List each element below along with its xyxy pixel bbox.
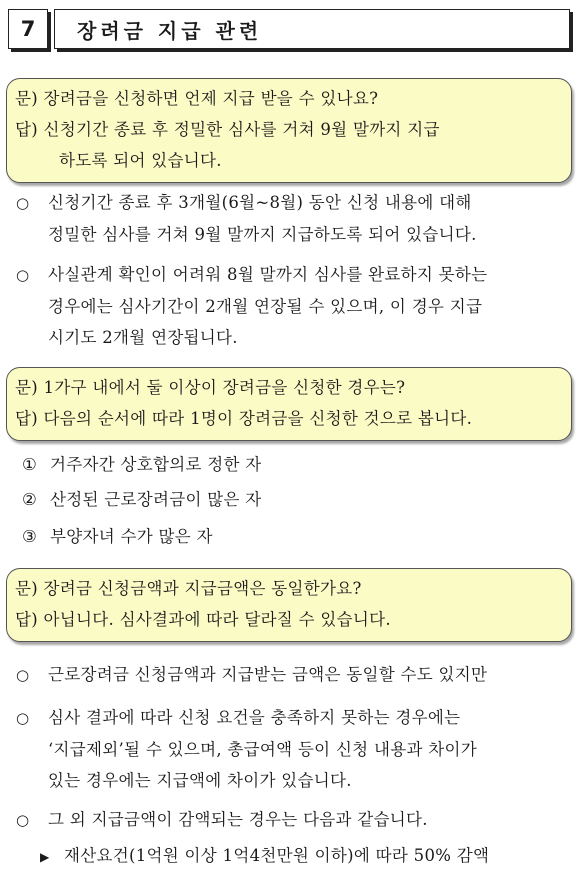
list-item-text: 정밀한 심사를 거쳐 9월 말까지 지급하도록 되어 있습니다. [48, 225, 477, 244]
list-item [16, 804, 572, 836]
qa-box-amount [6, 568, 572, 642]
answer-text: 답) 신청기간 종료 후 정밀한 심사를 거쳐 9월 말까지 지급 [15, 120, 440, 139]
list-item-text: 근로장려금 신청금액과 지급받는 금액은 동일할 수도 있지만 [48, 665, 488, 684]
qa-box-payment-timing [6, 78, 572, 183]
order-item-text: 거주자간 상호합의로 정한 자 [50, 455, 262, 474]
list-item [16, 187, 572, 250]
sub-list-item [40, 840, 489, 873]
answer-text-cont: 하도록 되어 있습니다. [59, 151, 222, 170]
list-item [16, 702, 572, 796]
circle-bullet-icon: ○ [16, 266, 30, 284]
order-item-text: 산정된 근로장려금이 많은 자 [50, 490, 262, 509]
list-item-text: 사실관계 확인이 어려워 8월 말까지 심사를 완료하지 못하는 [48, 265, 488, 284]
list-item-text: 그 외 지급금액이 감액되는 경우는 다음과 같습니다. [48, 810, 428, 829]
sub-list-item-text: 재산요건(1억원 이상 1억4천만원 이하)에 따라 50% 감액 [64, 846, 490, 865]
list-item-text: 시기도 2개월 연장됩니다. [48, 328, 238, 347]
answer-text: 답) 다음의 순서에 따라 1명이 장려금을 신청한 것으로 봅니다. [15, 409, 473, 428]
circled-two-icon: ② [22, 490, 38, 509]
question-text: 문) 1가구 내에서 둘 이상이 장려금을 신청한 경우는? [15, 378, 406, 397]
section-header [8, 9, 572, 51]
section-title: 장려금 지급 관련 [77, 18, 263, 43]
list-item-text: 있는 경우에는 지급액에 차이가 있습니다. [48, 771, 352, 790]
question-text: 문) 장려금을 신청하면 언제 지급 받을 수 있나요? [15, 89, 379, 108]
order-item [22, 449, 262, 480]
list-item-text: 신청기간 종료 후 3개월(6월~8월) 동안 신청 내용에 대해 [48, 193, 472, 212]
question-text: 문) 장려금 신청금액과 지급금액은 동일한가요? [15, 579, 362, 598]
order-item [22, 484, 262, 515]
circled-three-icon: ③ [22, 527, 38, 546]
answer-text: 답) 아닙니다. 심사결과에 따라 달라질 수 있습니다. [15, 610, 391, 629]
triangle-bullet-icon: ▶ [40, 850, 50, 864]
circle-bullet-icon: ○ [16, 709, 30, 727]
order-item [22, 521, 213, 552]
list-item [16, 659, 572, 691]
qa-box-household [6, 367, 572, 441]
circle-bullet-icon: ○ [16, 194, 30, 212]
circle-bullet-icon: ○ [16, 811, 30, 829]
list-item-text: ‘지급제외’될 수 있으며, 총급여액 등이 신청 내용과 차이가 [48, 740, 477, 759]
section-title-box [54, 9, 570, 49]
list-item-text: 경우에는 심사기간이 2개월 연장될 수 있으며, 이 경우 지급 [48, 297, 483, 316]
list-item [16, 259, 572, 353]
order-item-text: 부양자녀 수가 많은 자 [50, 527, 213, 546]
circle-bullet-icon: ○ [16, 666, 30, 684]
section-number: 7 [8, 9, 48, 49]
circled-one-icon: ① [22, 455, 38, 474]
list-item-text: 심사 결과에 따라 신청 요건을 충족하지 못하는 경우에는 [48, 708, 461, 727]
